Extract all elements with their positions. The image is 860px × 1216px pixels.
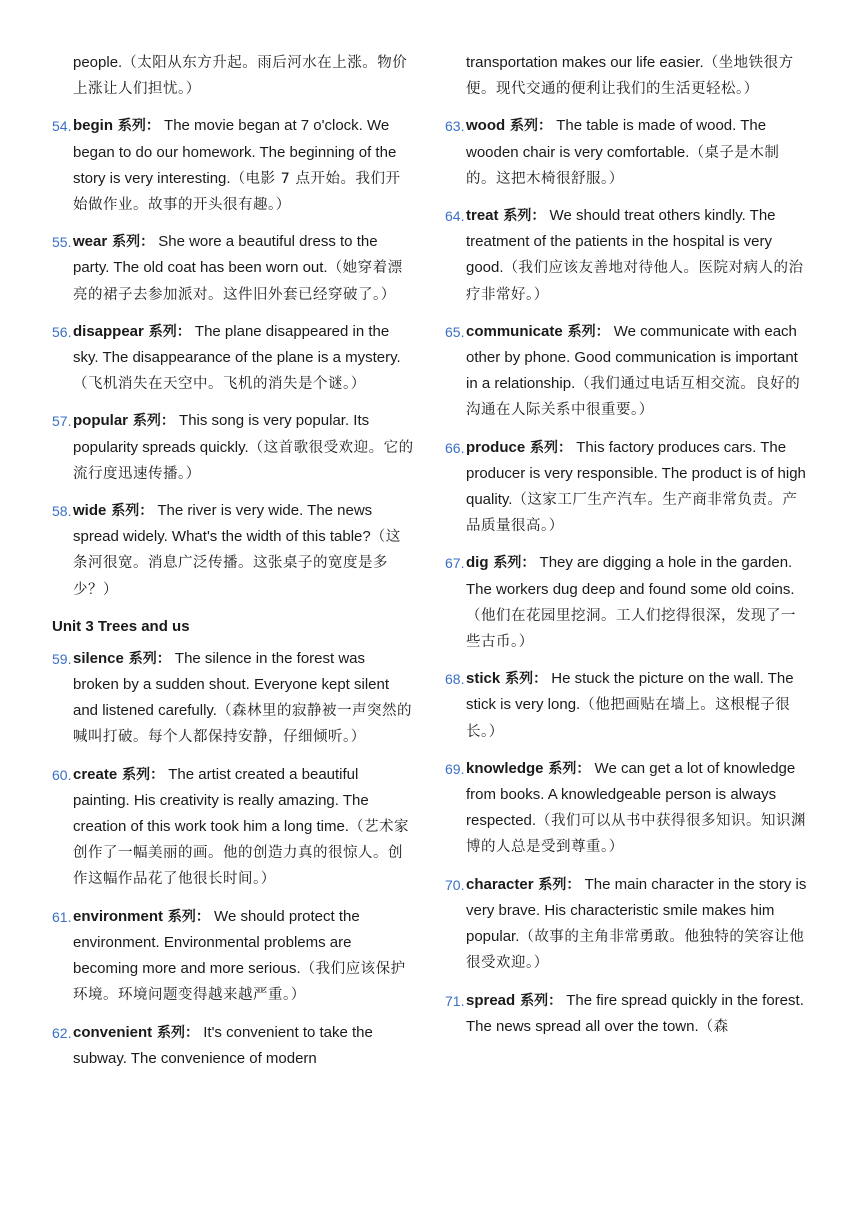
vocab-entry [52,1020,414,1072]
continued-entry [52,50,414,102]
entry-chinese: （我们可以从书中获得很多知识。知识渊博的人总是受到尊重。） [466,813,807,856]
entry-word: silence [73,649,124,667]
entry-number: 62. [52,1024,72,1041]
entry-series-label: 系列： [123,650,171,667]
entry-word: treat [466,207,499,225]
entry-series-label: 系列： [533,876,581,893]
entry-chinese: （这家工厂生产汽车。生产商非常负责。产品质量很高。） [466,492,798,535]
entry-number: 61. [52,908,72,925]
entry-series-label: 系列： [113,118,160,135]
entry-chinese: （我们应该友善地对待他人。医院对病人的治疗非常好。） [466,260,804,303]
entry-number: 55. [52,234,72,251]
entry-series-label: 系列： [107,234,155,251]
vocab-entry [52,498,414,603]
vocab-entry [445,550,807,655]
entry-word: stick [466,670,501,688]
vocab-entry [52,408,414,487]
vocab-entry [445,872,807,977]
vocab-entry [52,904,414,1009]
entry-word: wear [73,233,108,251]
entry-word: begin [73,117,113,135]
entry-english: She wore a beautiful dress to the party. The old coat has been worn out. [73,233,378,277]
entry-chinese: （他们在花园里挖洞。工人们挖得很深，发现了一些古币。） [466,607,796,651]
entry-english: The movie began at 7 o'clock. We began to do our homework. The beginning of the story is very interesting. [73,117,397,187]
entry-number: 58. [52,503,72,520]
entry-english: It's convenient to take the subway. The convenience of modern [73,1023,373,1067]
vocab-entry [445,756,807,861]
left-column [52,50,414,1083]
entry-word: communicate [466,322,563,340]
entry-series-label: 系列： [152,1024,200,1041]
entry-word: create [73,765,118,783]
vocab-entry [445,203,807,308]
entry-word: environment [73,907,164,925]
entry-number: 54. [52,118,72,135]
entry-word: produce [466,438,526,456]
entry-english: We can get a lot of knowledge from books. A knowledgeable person is always respected. [466,759,796,830]
entry-word: wood [466,117,506,135]
entry-series-label: 系列： [505,118,553,135]
entry-english: The artist created a beautiful painting. His creativity is really amazing. The creation of this work took him a long time. [73,765,369,836]
entry-chinese: （这条河很宽。消息广泛传播。这张桌子的宽度是多少？） [73,529,401,598]
entry-number: 66. [445,439,465,456]
entry-series-label: 系列： [543,760,591,777]
vocab-entry [445,988,807,1040]
entry-number: 70. [445,876,465,893]
entry-english: The main character in the story is very brave. His characteristic smile makes him popular. [466,875,807,946]
continued-entry [445,50,807,102]
entry-chinese: （艺术家创作了一幅美丽的画。他的创造力真的很惊人。创作这幅作品花了他很长时间。） [73,819,409,888]
entry-number: 67. [445,555,465,572]
entry-english: This song is very popular. Its popularity spreads quickly. [73,412,370,456]
entry-chinese: （他把画贴在墙上。这根棍子很长。） [466,697,791,740]
entry-number: 59. [52,650,72,667]
entry-word: convenient [73,1023,153,1041]
entry-number: 69. [445,760,465,777]
entry-word: character [466,875,534,893]
vocab-entry [52,646,414,751]
entry-word: popular [73,412,128,430]
entry-series-label: 系列： [498,208,546,225]
entry-number: 68. [445,671,465,688]
entry-english: The fire spread quickly in the forest. The news spread all over the town. [466,991,804,1035]
vocab-entry [445,113,807,192]
vocab-entry [52,762,414,893]
entry-chinese: （她穿着漂亮的裙子去参加派对。这件旧外套已经穿破了。） [73,260,403,303]
entry-english: The plane disappeared in the sky. The disappearance of the plane is a mystery. [73,322,401,367]
entry-chinese: （这首歌很受欢迎。它的流行度迅速传播。） [73,439,414,482]
entry-number: 60. [52,766,72,783]
entry-series-label: 系列： [515,992,563,1009]
entry-number: 57. [52,413,72,430]
entry-english: The silence in the forest was broken by a sudden shout. Everyone kept silent and listened carefully. [73,649,390,720]
entry-series-label: 系列： [562,323,610,340]
vocab-entry [445,435,807,540]
entry-chinese: （故事的主角非常勇敢。他独特的笑容让他很受欢迎。） [466,929,805,972]
vocab-entry [52,113,414,218]
vocab-entry [445,666,807,745]
entry-series-label: 系列： [106,503,154,520]
entry-number: 56. [52,323,72,340]
entry-number: 63. [445,118,465,135]
entry-series-label: 系列： [163,908,210,925]
entry-english: The table is made of wood. The wooden chair is very comfortable. [466,117,767,161]
entry-series-label: 系列： [143,323,191,340]
entry-series-label: 系列： [128,413,175,430]
entry-chinese: （桌子是木制的。这把木椅很舒服。） [466,144,780,187]
entry-english: He stuck the picture on the wall. The stick is very long. [466,670,794,714]
entry-word: knowledge [466,759,544,777]
entry-number: 71. [445,992,465,1009]
entry-series-label: 系列： [117,766,165,783]
vocab-entry [445,319,807,424]
entry-word: disappear [73,322,144,340]
entry-word: wide [73,502,107,520]
entry-number: 64. [445,208,465,225]
entry-series-label: 系列： [525,439,573,456]
entry-english: They are digging a hole in the garden. The workers dug deep and found some old coins. [466,554,795,598]
entry-english: This factory produces cars. The producer is very responsible. The product is of high quality. [466,438,806,509]
entry-chinese: （我们应该保护环境。环境问题变得越来越严重。） [73,961,406,1004]
entry-series-label: 系列： [488,555,536,572]
entry-chinese: （森林里的寂静被一声突然的喊叫打破。每个人都保持安静，仔细倾听。） [73,703,412,746]
entry-chinese: （飞机消失在天空中。飞机的消失是个谜。） [73,376,366,393]
entry-chinese: （电影 7 点开始。我们开始做作业。故事的开头很有趣。） [73,170,401,214]
entry-series-label: 系列： [500,671,548,688]
entry-word: dig [466,554,489,572]
right-column [445,50,807,1051]
entry-chinese: （森 [698,1018,729,1035]
entry-english: transportation makes our life easier. [466,54,704,71]
entry-english: We communicate with each other by phone. Good communication is important in a relationship. [466,322,798,393]
entry-english: people. [73,54,123,71]
entry-english: We should treat others kindly. The treatment of the patients in the hospital is very good. [466,207,776,277]
entry-chinese: （我们通过电话互相交流。良好的沟通在人际关系中很重要。） [466,376,801,419]
entry-word: spread [466,991,516,1009]
entry-english: We should protect the environment. Environmental problems are becoming more and more serious. [73,907,360,978]
vocab-entry [52,229,414,308]
section-heading: Unit 3 Trees and us [52,617,190,635]
vocab-entry [52,319,414,398]
entry-english: The river is very wide. The news spread widely. What's the width of this table? [73,502,373,546]
entry-chinese: （太阳从东方升起。雨后河水在上涨。物价上涨让人们担忧。） [73,55,408,98]
entry-chinese: （坐地铁很方便。现代交通的便利让我们的生活更轻松。） [466,55,794,98]
entry-number: 65. [445,323,465,340]
